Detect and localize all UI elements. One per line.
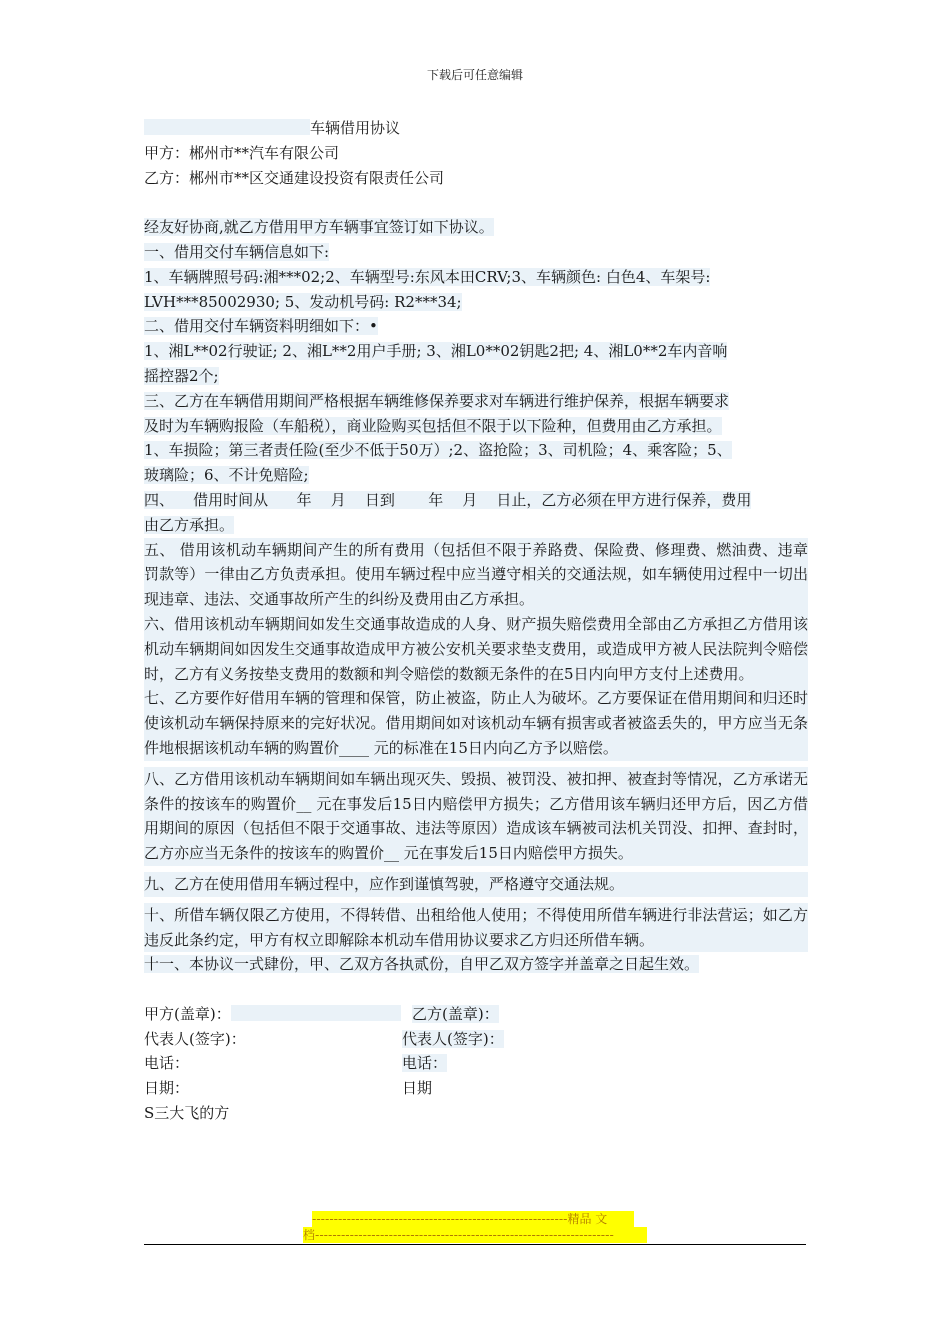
party-a-rep-label: 代表人(签字)： [144,1029,246,1048]
section-2-line-1: 1、湘L**02行驶证; 2、湘L**2用户手册; 3、湘L0**02钥匙2把; 4、湘L0**2车内音响 [144,342,728,361]
footer-banner-line-1: -----------------------------------------------------------精品 文 [312,1211,634,1227]
section-5-paragraph: 五、 借用该机动车辆期间产生的所有费用（包括但不限于养路费、保险费、修理费、燃油费、违章罚款等）一律由乙方负责承担。使用车辆过程中应当遵守相关的交通法规，如车辆使用过程中一切出现违章、违法、交通事故所产生的纠纷及费用由乙方承担。 [144,538,808,612]
blank-line [144,977,808,1002]
section-11-line: 十一、本协议一式肆份，甲、乙双方各执贰份，自甲乙双方签字并盖章之日起生效。 [144,955,700,974]
title-row [144,116,808,141]
section-3-line-3: 1、车损险；第三者责任险(至少不低于50万）;2、盗抢险；3、司机险；4、乘客险；5、 [144,441,732,460]
title-highlight [144,119,310,135]
section-1-line-2: LVH***85002930; 5、发动机号码: R2***34; [144,292,462,311]
section-3-line-4: 玻璃险；6、不计免赔险; [144,466,309,485]
party-b-tel-label: 电话： [402,1054,448,1073]
party-b-date-label: 日期 [402,1079,433,1098]
document-body [144,116,808,1126]
section-3-line-2: 及时为车辆购报险（车船税），商业险购买包括但不限于以下险种，但费用由乙方承担。 [144,416,722,435]
party-b-line: 乙方：郴州市**区交通建设投资有限责任公司 [144,168,445,187]
page-header: 下载后可任意编辑 [426,68,523,82]
section-3-line-1: 三、乙方在车辆借用期间严格根据车辆维修保养要求对车辆进行维护保养，根据车辆要求 [144,391,730,410]
intro-line: 经友好协商,就乙方借用甲方车辆事宜签订如下协议。 [144,218,494,237]
section-2-line-2: 摇控器2个; [144,366,219,385]
party-a-date-label: 日期： [144,1079,190,1098]
party-b-seal-label: 乙方(盖章)： [412,1004,499,1023]
section-8-paragraph: 八、乙方借用该机动车辆期间如车辆出现灭失、毁损、被罚没、被扣押、被查封等情况，乙方承诺无条件的按该车的购置价__ 元在事发后15日内赔偿甲方损失；乙方借用该车辆归还甲方后，因乙方借用期间的原因（包括但不限于交通事故、违法等原因）造成该车辆被司法机关罚没、扣押、查封时，乙方亦应当无条件的按该车的购置价__ 元在事发后15日内赔偿甲方损失。 [144,767,808,866]
section-7-paragraph: 七、乙方要作好借用车辆的管理和保管，防止被盗，防止人为破坏。乙方要保证在借用期间和归还时使该机动车辆保持原来的完好状况。借用期间如对该机动车辆有损害或者被盗丢失的，甲方应当无条件地根据该机动车辆的购置价____ 元的标准在15日内向乙方予以赔偿。 [144,686,808,760]
section-2-heading: 二、借用交付车辆资料明细如下：• [144,317,378,336]
party-a-seal-label: 甲方(盖章)： [144,1004,231,1023]
section-6-paragraph: 六、借用该机动车辆期间如发生交通事故造成的人身、财产损失赔偿费用全部由乙方承担乙方借用该机动车辆期间如因发生交通事故造成甲方被公安机关要求垫支费用，或造成甲方被人民法院判令赔偿时，乙方有义务按垫支费用的数额和判令赔偿的数额无条件的在5日内向甲方支付上述费用。 [144,612,808,686]
blank-line [144,190,808,215]
signature-row-seal [144,1002,808,1027]
extra-text: S三大飞的方 [144,1104,230,1123]
document-title: 车辆借用协议 [310,119,401,137]
section-9-paragraph: 九、乙方在使用借用车辆过程中，应作到谨慎驾驶，严格遵守交通法规。 [144,872,808,897]
section-1-heading: 一、借用交付车辆信息如下: [144,242,330,261]
section-4-line-2: 由乙方承担。 [144,515,235,534]
section-1-line-1: 1、车辆牌照号码:湘***02;2、车辆型号:东风本田CRV;3、车辆颜色: 白色4、车架号: [144,267,711,286]
section-10-paragraph: 十、所借车辆仅限乙方使用，不得转借、出租给他人使用；不得使用所借车辆进行非法营运；如乙方违反此条约定，甲方有权立即解除本机动车借用协议要求乙方归还所借车辆。 [144,903,808,953]
party-b-rep-label: 代表人(签字)： [402,1029,504,1048]
party-a-tel-label: 电话： [144,1054,190,1073]
signature-row-date [144,1076,808,1101]
signature-row-rep [144,1027,808,1052]
section-4-line-1: 四、 借用时间从 年 月 日到 年 月 日止，乙方必须在甲方进行保养，费用 [144,490,752,509]
footer-banner-line-2: 档--------------------------------------------------------------------- [303,1227,647,1243]
signature-row-tel [144,1051,808,1076]
party-a-line: 甲方：郴州市**汽车有限公司 [144,143,340,162]
footer-divider [144,1244,806,1245]
